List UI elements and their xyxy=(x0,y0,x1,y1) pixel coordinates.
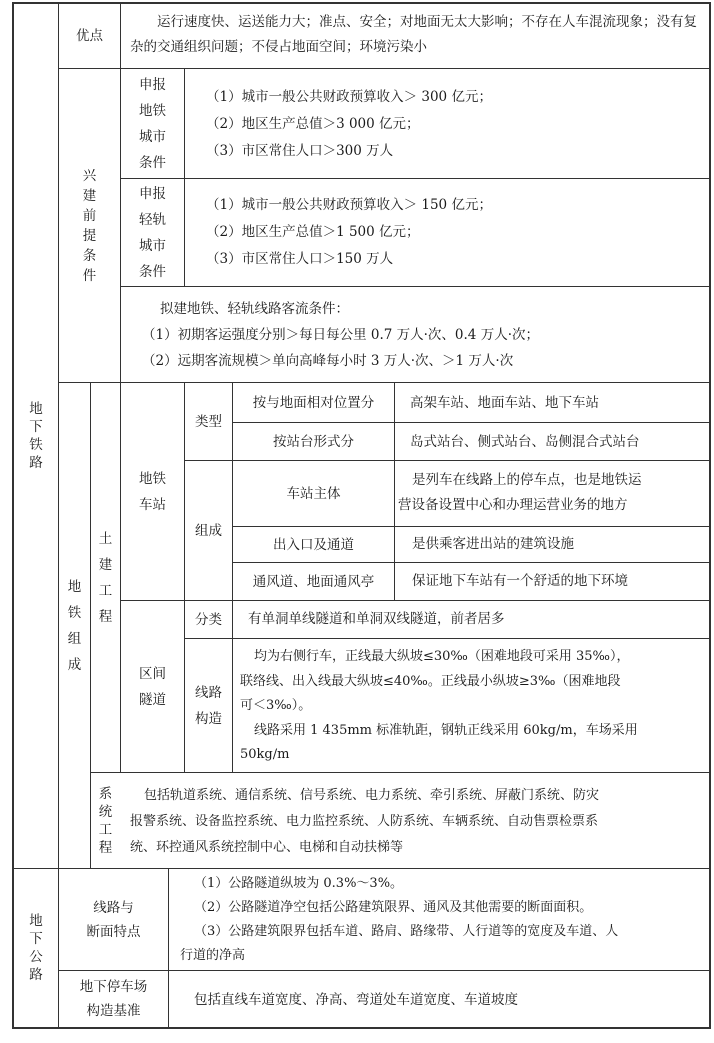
flow-heading: 拟建地铁、轻轨线路客流条件： xyxy=(160,301,349,317)
route-structure-label: 线路构造 xyxy=(195,684,222,727)
system-engineering-label: 系统工程 xyxy=(98,785,113,856)
part-name: 通风道、地面通风亭 xyxy=(252,573,375,590)
station-composition-label: 组成 xyxy=(195,522,222,539)
part-desc: 是供乘客进出站的建筑设施 xyxy=(412,536,574,552)
parking-text: 包括直线车道宽度、净高、弯道处车道宽度、车道坡度 xyxy=(194,992,518,1008)
part-desc: 是列车在线路上的停车点，也是地铁运 营设备设置中心和办理运营业务的地方 xyxy=(398,472,642,513)
list-item: （2）远期客流规模＞单向高峰每小时 3 万人·次、＞1 万人·次 xyxy=(142,353,514,369)
route-section-label: 断面特点 xyxy=(86,923,141,940)
light-rail-conditions-list xyxy=(206,192,701,273)
list-item: （1）城市一般公共财政预算收入＞ 150 亿元； xyxy=(206,197,492,213)
civil-engineering-label: 土建工程 xyxy=(98,530,113,625)
advantages-label: 优点 xyxy=(76,28,103,44)
advantages-text: 运行速度快、运送能力大；准点、安全；对地面无太大影响；不存在人车混流现象；没有复杂的交通组织问题；不侵占地面空间；环境污染小 xyxy=(130,14,697,55)
composition-label: 地铁组成 xyxy=(67,578,82,673)
spec-table xyxy=(12,2,711,1029)
part-desc: 保证地下车站有一个舒适的地下环境 xyxy=(412,573,628,589)
station-type-label: 类型 xyxy=(195,413,222,430)
type-desc: 高架车站、地面车站、地下车站 xyxy=(410,395,599,411)
station-label: 地铁车站 xyxy=(139,470,166,513)
type-name: 按与地面相对位置分 xyxy=(252,394,375,411)
list-item: （3）市区常住人口＞300 万人 xyxy=(206,143,394,159)
part-name: 出入口及通道 xyxy=(273,536,354,553)
metro-conditions-label: 申报地铁城市条件 xyxy=(139,76,166,171)
tunnel-class-text: 有单洞单线隧道和单洞双线隧道，前者居多 xyxy=(248,611,505,627)
list-item: （2）地区生产总值＞1 500 亿元； xyxy=(206,224,420,240)
list-item: （2）地区生产总值＞3 000 亿元； xyxy=(206,116,420,132)
prerequisites-label: 兴建前提条件 xyxy=(82,167,97,284)
list-item: （3）市区常住人口＞150 万人 xyxy=(206,251,394,267)
parking-label: 构造基准 xyxy=(86,1003,141,1019)
list-item: （1）城市一般公共财政预算收入＞ 300 亿元； xyxy=(206,89,492,105)
tunnel-label: 区间隧道 xyxy=(139,665,166,708)
system-engineering-text: 包括轨道系统、通信系统、信号系统、电力系统、牵引系统、屏蔽门系统、防灾 报警系统、设备监控系统、电力监控系统、人防系统、车辆系统、自动售票检票系 统、环控通风系统控制中心、电梯和自动扶梯等 xyxy=(130,788,600,855)
part-name: 车站主体 xyxy=(286,485,341,502)
row-label-subway: 地下铁路 xyxy=(29,401,43,471)
type-desc: 岛式站台、侧式站台、岛侧混合式站台 xyxy=(410,434,640,450)
parking-label: 地下停车场 xyxy=(79,979,148,995)
route-section-label: 线路与 xyxy=(93,899,134,916)
list-item: （1）初期客运强度分别＞每日每公里 0.7 万人·次、0.4 万人·次； xyxy=(142,327,539,343)
metro-conditions-list xyxy=(206,84,701,165)
passenger-flow-conditions xyxy=(142,296,702,374)
route-section-text: （1）公路隧道纵坡为 0.3%～3%。 （2）公路隧道净空包括公路建筑限界、通风及其他需要的断面面积。 （3）公路建筑限界包括车道、路肩、路缘带、人行道等的宽度及车道、人 行道的净高 xyxy=(180,876,619,963)
light-rail-conditions-label: 申报轻轨城市条件 xyxy=(139,185,166,280)
row-label-highway: 地下公路 xyxy=(29,913,43,983)
tunnel-class-label: 分类 xyxy=(195,611,222,628)
route-structure-text: 均为右侧行车，正线最大纵坡≤30‰（困难地段可采用 35‰）， 联络线、出入线最大纵坡≤40‰。正线最小纵坡≥3‰（困难地段 可＜3‰）。 线路采用 1 435mm 标准轨距，钢轨正线采用 60kg/m，车场采用 50kg/m xyxy=(240,649,638,762)
type-name: 按站台形式分 xyxy=(273,433,354,450)
